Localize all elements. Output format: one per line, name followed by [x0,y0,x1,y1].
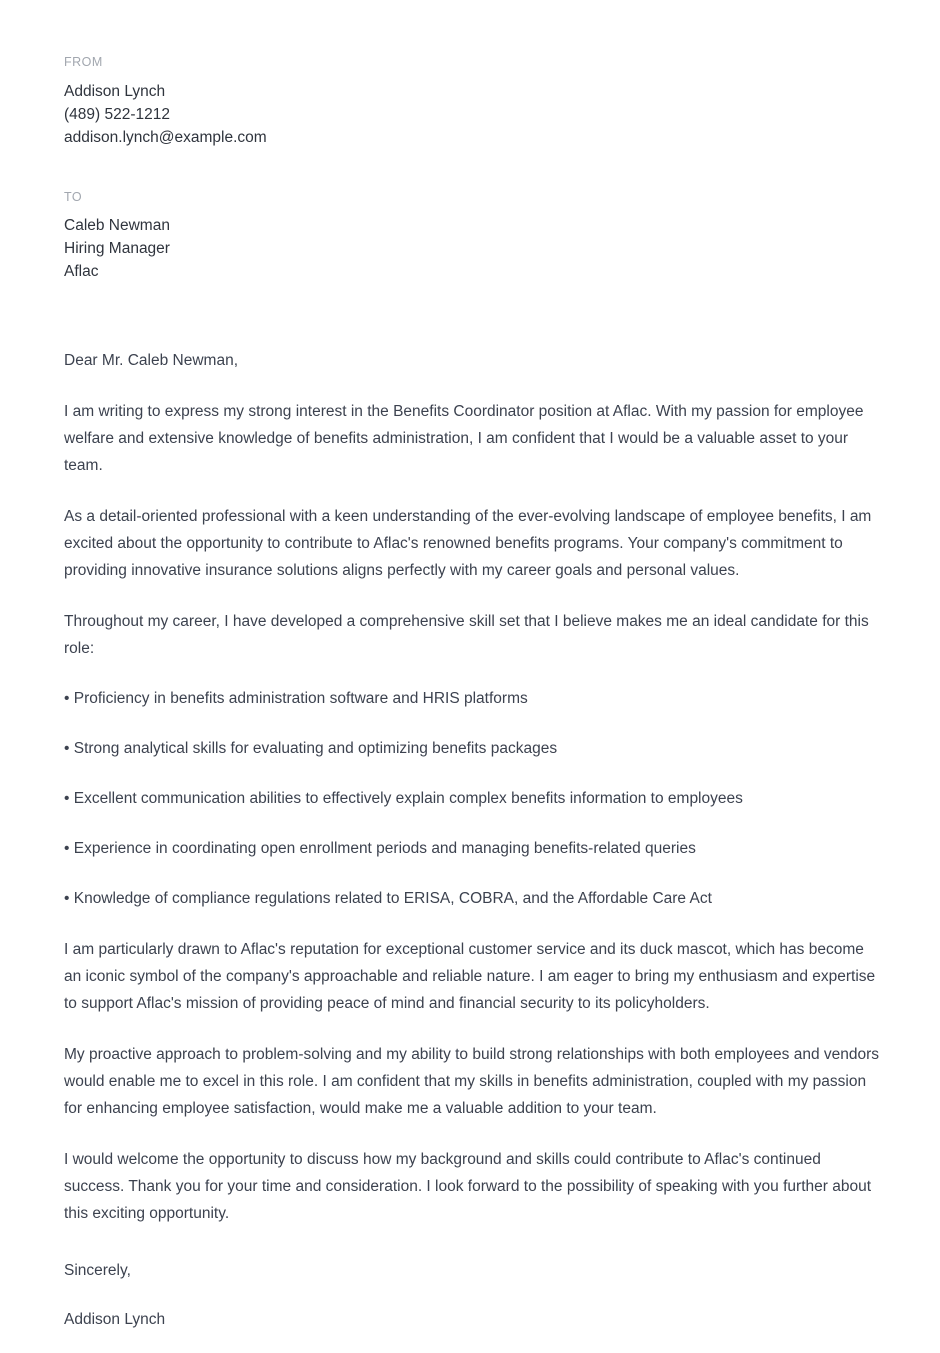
letter-body-intro [64,398,882,662]
recipient-title: Hiring Manager [64,240,170,257]
list-item: • Knowledge of compliance regulations related to ERISA, COBRA, and the Affordable Care Act [64,890,712,907]
to-label: TO [64,189,83,204]
list-item: • Strong analytical skills for evaluating and optimizing benefits packages [64,740,558,757]
letter-body-closing [64,936,882,1227]
recipient-block [64,191,882,284]
list-item: • Proficiency in benefits administration software and HRIS platforms [64,690,528,707]
closing-line: Sincerely, [64,1262,131,1279]
paragraph: I am particularly drawn to Aflac's reputation for exceptional customer service and its duck mascot, which has become an iconic symbol of the company's approachable and reliable nature. I am eager to bring my enthusiasm and expertise to support Aflac's mission of providing peace of mind and financial security to its policyholders. [64,941,876,1012]
from-label: FROM [64,55,103,69]
sender-block [64,56,882,149]
paragraph: As a detail-oriented professional with a keen understanding of the ever-evolving landscape of employee benefits, I am excited about the opportunity to contribute to Aflac's renowned benefits programs. Your company's commitment to providing innovative insurance solutions aligns perfectly with my career goals and personal values. [64,508,872,579]
paragraph: My proactive approach to problem-solving and my ability to build strong relationships with both employees and vendors would enable me to excel in this role. I am confident that my skills in benefits administration, coupled with my passion for enhancing employee satisfaction, would make me a valuable addition to your team. [64,1046,880,1117]
salutation: Dear Mr. Caleb Newman, [64,352,239,369]
sender-email: addison.lynch@example.com [64,128,267,146]
paragraph: I am writing to express my strong interest in the Benefits Coordinator position at Aflac. With my passion for employee welfare and extensive knowledge of benefits administration, I am confident that I would be a valuable asset to your team. [64,403,864,474]
sender-name: Addison Lynch [64,82,166,100]
paragraph: I would welcome the opportunity to discuss how my background and skills could contribute to Aflac's continued success. Thank you for your time and consideration. I look forward to the possibility of speaking with you further about this exciting opportunity. [64,1151,871,1222]
sender-phone: (489) 522-1212 [64,105,170,123]
recipient-company: Aflac [64,263,99,280]
paragraph: Throughout my career, I have developed a comprehensive skill set that I believe makes me an ideal candidate for this role: [64,613,869,657]
recipient-name: Caleb Newman [64,217,170,234]
skills-bullet-list [64,685,882,912]
signature-name: Addison Lynch [64,1311,166,1328]
list-item: • Excellent communication abilities to effectively explain complex benefits information to employees [64,790,743,807]
list-item: • Experience in coordinating open enrollment periods and managing benefits-related queries [64,840,696,857]
